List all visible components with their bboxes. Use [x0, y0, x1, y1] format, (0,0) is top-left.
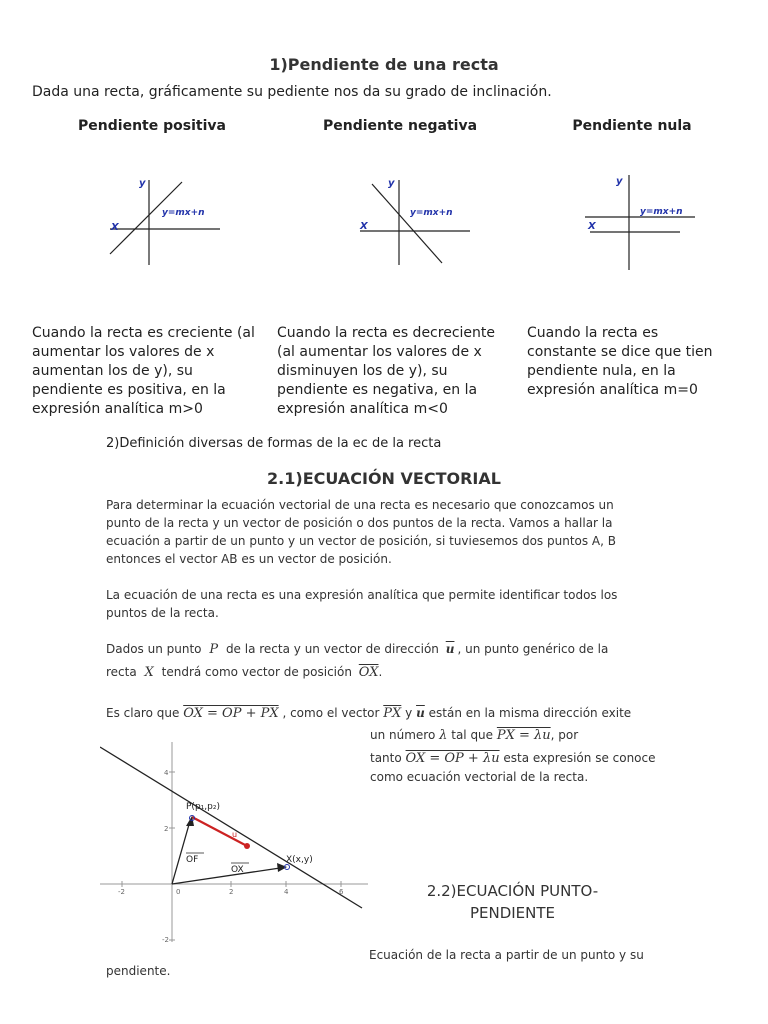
x-label: X(x,y) [286, 855, 313, 865]
positive-slope-description: Cuando la recta es creciente (al aumentar los valores de x aumentan los de y), su pendiente es positiva, en la expresión analítica m>0 [32, 325, 255, 417]
of-label: OF [186, 855, 199, 865]
tick-label-y: 4 [164, 769, 169, 777]
section-2-title: 2)Definición diversas de formas de la ec de la recta [106, 436, 442, 451]
heading-zero-slope: Pendiente nula [572, 118, 692, 134]
positive-slope-graph [100, 170, 230, 270]
vector-u: $\overline{u}$ [416, 706, 425, 720]
heading-point-slope-equation: 2.2)ECUACIÓN PUNTO- PENDIENTE [426, 882, 599, 922]
line-equation: y=mx+n [640, 207, 683, 217]
vector-px: $\overline{PX}$ [383, 706, 402, 721]
line-equation: y=mx+n [410, 208, 453, 218]
paragraph-point-vector: Dados un punto P de la recta y un vector de dirección $\overline{u}$ , un punto genérico de la recta X tendrá como vector de posición $\overline{OX}$. [106, 642, 609, 680]
vector-op [172, 821, 190, 884]
x-label: X [360, 221, 368, 232]
negative-slope-description: Cuando la recta es decreciente (al aumentar los valores de x disminuyen los de y), su pendiente es negativa, en la expresión analítica m<0 [277, 325, 495, 417]
vector-line-figure [100, 742, 368, 942]
point-slope-intro: Ecuación de la recta a partir de un punto y su [369, 948, 644, 962]
heading-positive-slope: Pendiente positiva [78, 118, 226, 134]
tick-label-x: 6 [339, 888, 344, 896]
heading-vector-equation: 2.1)ECUACIÓN VECTORIAL [267, 469, 501, 488]
increasing-line [110, 182, 182, 254]
decreasing-line [372, 184, 442, 263]
paragraph-vector-equation-cont: un número λ tal que PX = λu, por tanto OX = OP + λu esta expresión se conoce como ecuación vectorial de la recta. [370, 728, 656, 784]
vector-u: $\overline{u}$ [445, 642, 455, 656]
y-label: y [139, 178, 146, 189]
tick-label-x: -2 [118, 888, 125, 896]
point-x: X [144, 665, 154, 680]
paragraph-equation-definition: La ecuación de una recta es una expresión analítica que permite identificar todos los puntos de la recta. [106, 588, 618, 620]
y-label: y [388, 178, 395, 189]
vector-ox [172, 868, 280, 884]
line-equation: y=mx+n [162, 208, 205, 218]
point-p: P [209, 642, 219, 657]
paragraph-vector-intro: Para determinar la ecuación vectorial de una recta es necesario que conozcamos un punto de la recta y un vector de posición o dos puntos de la recta. Vamos a hallar la ecuación a partir de un punto y un vector de posición, si tuviesemos dos puntos A, B entonces el vector AB es un vector de posición. [106, 498, 617, 566]
page-title: 1)Pendiente de una recta [269, 55, 499, 74]
tick-label-x: 4 [284, 888, 289, 896]
vector-ox: $\overline{OX}$ [358, 665, 379, 680]
equation-px-lambda-u: PX = λu [496, 728, 551, 743]
heading-negative-slope: Pendiente negativa [322, 118, 478, 134]
lambda-symbol: λ [439, 728, 448, 743]
tick-label-x: 0 [176, 888, 181, 896]
intro-text: Dada una recta, gráficamente su pediente nos da su grado de inclinación. [32, 84, 552, 100]
y-label: y [616, 176, 623, 187]
tick-label-y: 2 [164, 825, 169, 833]
zero-slope-description: Cuando la recta es constante se dice que tien pendiente nula, en la expresión analítica m=0 [527, 325, 713, 398]
point-slope-intro-cont: pendiente. [106, 964, 171, 978]
x-label: X [111, 222, 119, 233]
u-label: u [232, 830, 238, 839]
vector-u-tip [244, 843, 250, 849]
equation-ox-op-px: OX = OP + PX [183, 706, 279, 721]
equation-vector-form: OX = OP + λu [405, 751, 500, 766]
zero-slope-graph [580, 170, 710, 270]
paragraph-vector-equation-line1: Es claro que OX = OP + PX , como el vector $\overline{PX}$ y $\overline{u}$ están en la misma dirección exite [106, 706, 632, 721]
x-label: X [588, 221, 596, 232]
ox-label: OX [231, 865, 244, 875]
p-label: P(p₁,p₂) [186, 802, 220, 812]
tick-label-y: -2 [162, 936, 169, 942]
negative-slope-graph [350, 170, 480, 270]
tick-label-x: 2 [229, 888, 234, 896]
